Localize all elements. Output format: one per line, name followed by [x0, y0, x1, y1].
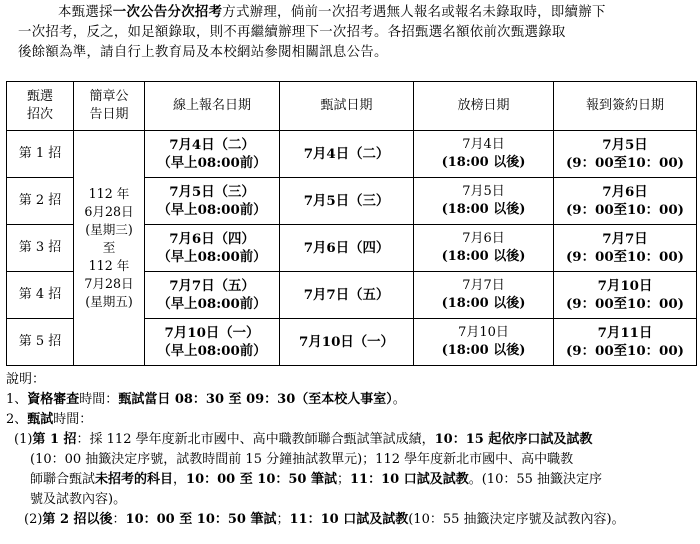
- intro-emphasis: 一次公告分次招考: [112, 4, 223, 20]
- online-date-cell: 7月4日（二） （早上08:00前）: [145, 131, 280, 178]
- intro-line-1: [18, 2, 694, 23]
- report-date-cell: 7月7日 (9：00至10：00): [554, 225, 697, 272]
- notes-section: [6, 370, 696, 530]
- online-date-cell: 7月7日（五） （早上08:00前）: [145, 272, 280, 319]
- note-1: 1、資格審查時間：甄試當日 08：30 至 09：30（至本校人事室）。: [6, 392, 406, 407]
- table-row: [7, 131, 697, 178]
- round-cell: 第 3 招: [7, 225, 74, 272]
- note-2-1-line-1: (1)第 1 招：採 112 學年度新北市國中、高中職教師聯合甄試筆試成績，10：15 起依序口試及試教: [14, 432, 593, 447]
- note-2: 2、甄試時間：: [6, 412, 93, 427]
- release-date-cell: 7月5日 (18:00 以後): [414, 178, 554, 225]
- note-2-1-line-3: 師聯合甄試未招考的科目，10：00 至 10：50 筆試；11：10 口試及試教。(10：55 抽籤決定序: [30, 472, 603, 487]
- header-round: 甄選 招次: [7, 82, 74, 131]
- schedule-table: [6, 81, 697, 366]
- notes-title: 說明：: [6, 372, 46, 387]
- header-report-date: 報到簽約日期: [554, 82, 697, 131]
- round-cell: 第 1 招: [7, 131, 74, 178]
- report-date-cell: 7月6日 (9：00至10：00): [554, 178, 697, 225]
- intro-line-2: 一次招考，反之，如足額錄取，則不再繼續辦理下一次招考。各招甄選名額依前次甄選錄取: [18, 25, 566, 40]
- release-date-cell: 7月6日 (18:00 以後): [414, 225, 554, 272]
- header-announce-date: 簡章公 告日期: [74, 82, 145, 131]
- online-date-cell: 7月5日（三） （早上08:00前）: [145, 178, 280, 225]
- report-date-cell: 7月11日 (9：00至10：00): [554, 319, 697, 366]
- online-date-cell: 7月6日（四） （早上08:00前）: [145, 225, 280, 272]
- report-date-cell: 7月5日 (9：00至10：00): [554, 131, 697, 178]
- release-date-cell: 7月4日 (18:00 以後): [414, 131, 554, 178]
- release-date-cell: 7月10日 (18:00 以後): [414, 319, 554, 366]
- exam-date-cell: 7月4日（二）: [280, 131, 414, 178]
- exam-date-cell: 7月5日（三）: [280, 178, 414, 225]
- header-release-date: 放榜日期: [414, 82, 554, 131]
- round-cell: 第 4 招: [7, 272, 74, 319]
- round-cell: 第 2 招: [7, 178, 74, 225]
- announce-date-cell: 112 年 6月28日 (星期三) 至 112 年 7月28日 (星期五): [74, 131, 145, 366]
- intro-paragraph: [18, 2, 694, 63]
- note-2-2: (2)第 2 招以後：10：00 至 10：50 筆試；11：10 口試及試教(10：55 抽籤決定序號及試教內容)。: [24, 512, 625, 527]
- intro-line-3: 後餘額為準，請自行上教育局及本校網站參閱相關訊息公告。: [18, 45, 388, 60]
- table-header-row: [7, 82, 697, 131]
- online-date-cell: 7月10日（一） （早上08:00前）: [145, 319, 280, 366]
- note-2-1-line-2: (10：00 抽籤決定序號，試教時間前 15 分鐘抽試教單元)；112 學年度新北市國中、高中職教: [30, 452, 574, 467]
- note-2-1-line-4: 號及試教內容)。: [30, 492, 127, 507]
- intro-text: 方式辦理，倘前一次招考遇無人報名或報名未錄取時，即續辦下: [222, 5, 606, 20]
- header-online-registration: 線上報名日期: [145, 82, 280, 131]
- intro-text: 本甄選採: [58, 5, 113, 20]
- exam-date-cell: 7月10日（一）: [280, 319, 414, 366]
- release-date-cell: 7月7日 (18:00 以後): [414, 272, 554, 319]
- round-cell: 第 5 招: [7, 319, 74, 366]
- header-exam-date: 甄試日期: [280, 82, 414, 131]
- report-date-cell: 7月10日 (9：00至10：00): [554, 272, 697, 319]
- exam-date-cell: 7月6日（四）: [280, 225, 414, 272]
- exam-date-cell: 7月7日（五）: [280, 272, 414, 319]
